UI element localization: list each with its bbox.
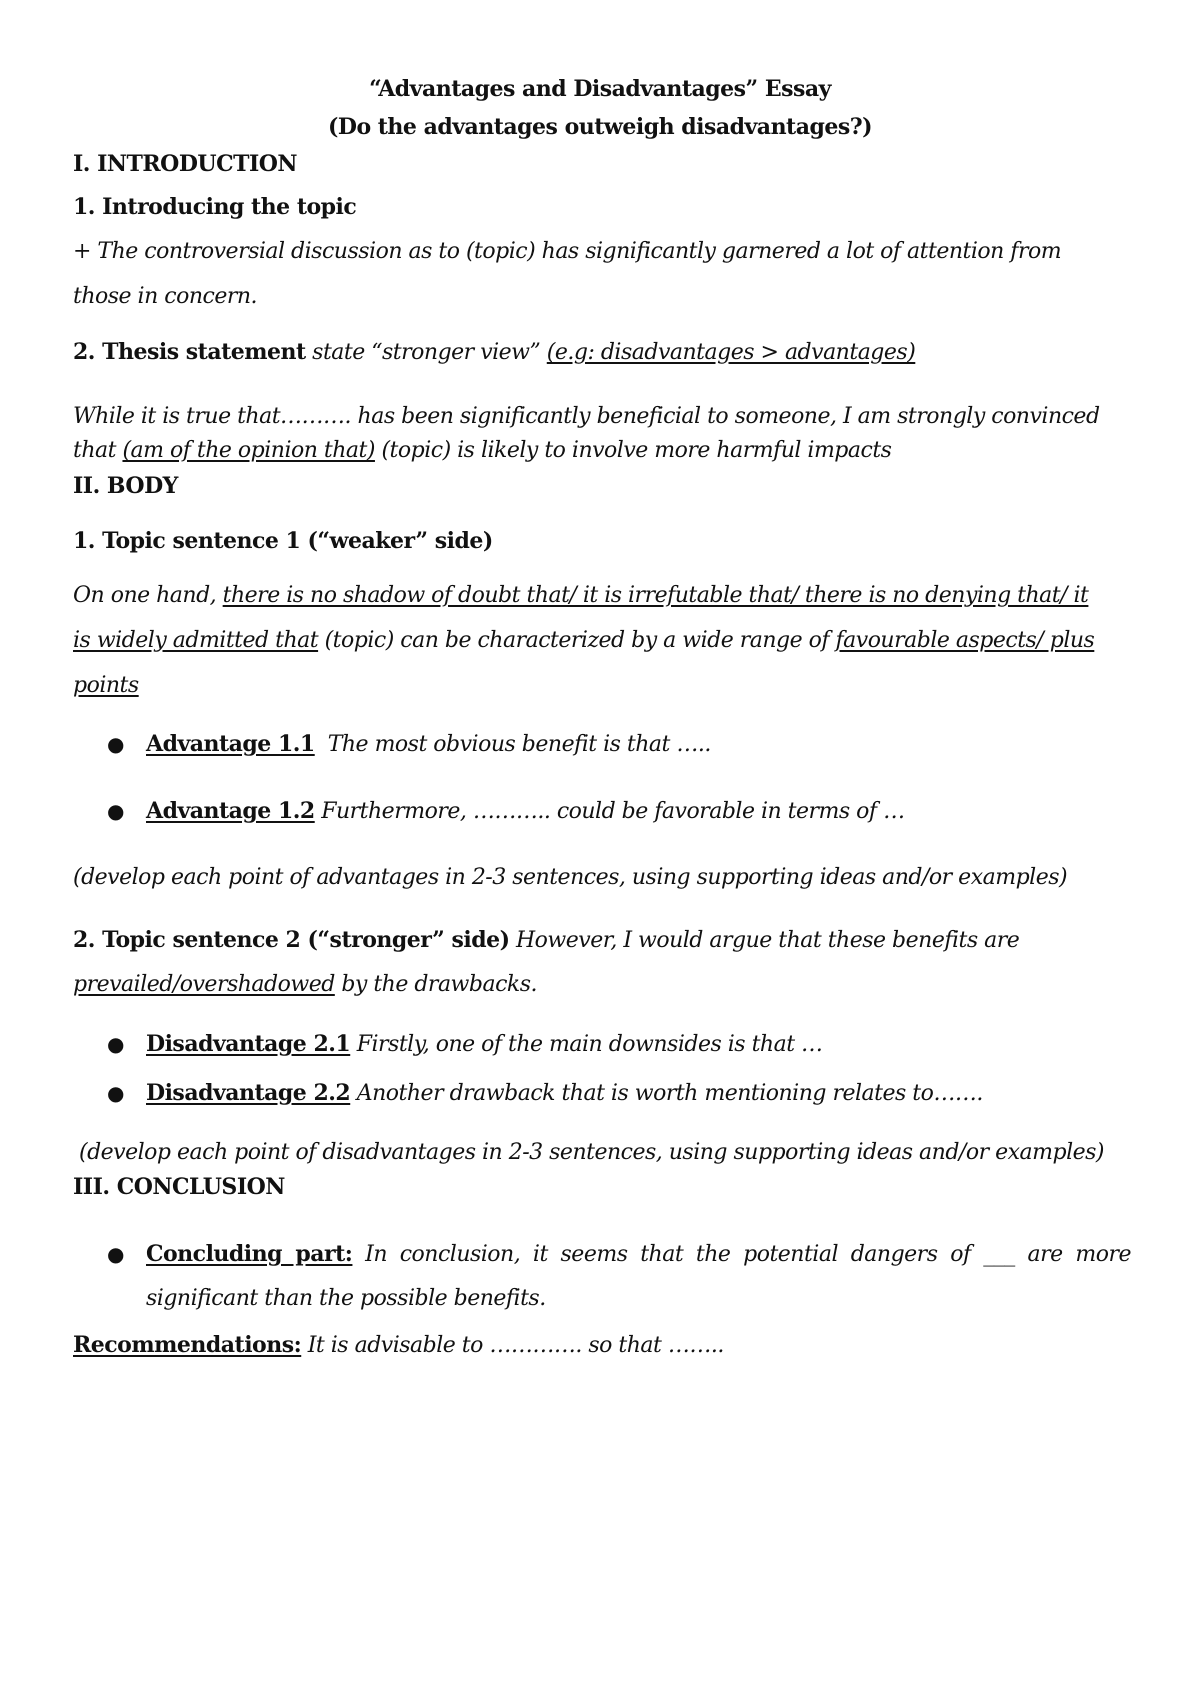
subheading-introducing-topic: 1. Introducing the topic: [73, 194, 357, 220]
advantage-item: [146, 796, 905, 827]
disadvantage-label: Disadvantage 2.1: [146, 1031, 351, 1057]
recommendations-line: [73, 1330, 724, 1361]
recommendations-label: Recommendations:: [73, 1332, 302, 1358]
bullet-icon: ●: [107, 732, 125, 756]
topic2-phrase-options: prevailed/overshadowed: [73, 972, 335, 997]
topic1-phrase-options: there is no shadow of doubt that/ it is irrefutable that/ there is no denying that/ it: [222, 583, 1089, 608]
concluding-label: Concluding part:: [146, 1241, 353, 1267]
section-heading-body: II. BODY: [73, 473, 178, 499]
document-subtitle: (Do the advantages outweigh disadvantages?): [327, 114, 873, 140]
topic1-sentence-line: points: [73, 673, 139, 698]
disadvantages-note: (develop each point of disadvantages in 2-3 sentences, using supporting ideas and/or examples): [79, 1140, 1105, 1165]
advantage-label: Advantage 1.2: [146, 798, 315, 824]
topic2-heading-line: [73, 925, 1019, 956]
advantage-text: The most obvious benefit is that …..: [327, 732, 711, 757]
concluding-text-line: significant than the possible benefits.: [146, 1286, 546, 1311]
topic1-text: On one hand,: [73, 583, 217, 608]
recommendations-text: It is advisable to …………. so that ……..: [307, 1333, 724, 1358]
thesis-instruction: state “stronger view”: [312, 340, 541, 365]
advantage-text: Furthermore, ……….. could be favorable in terms of …: [321, 799, 905, 824]
subheading-thesis-statement: 2. Thesis statement: [73, 339, 306, 365]
bullet-icon: ●: [107, 1081, 125, 1105]
topic1-text: (topic) can be characterized by a wide range of: [324, 628, 829, 653]
advantage-label: Advantage 1.1: [146, 731, 315, 757]
disadvantage-text: Another drawback that is worth mentioning relates to…….: [356, 1081, 983, 1106]
topic1-sentence-line: [73, 581, 1088, 611]
section-heading-conclusion: III. CONCLUSION: [73, 1174, 285, 1200]
subheading-topic-sentence-1: 1. Topic sentence 1 (“weaker” side): [73, 528, 493, 554]
advantages-note: (develop each point of advantages in 2-3 sentences, using supporting ideas and/or examples): [73, 865, 1068, 890]
topic2-sentence-line: [73, 970, 537, 1000]
concluding-item: [146, 1239, 1131, 1270]
topic1-sentence-line: [73, 626, 1094, 656]
topic1-phrase-options: favourable aspects/ plus: [835, 628, 1095, 653]
thesis-text: that: [73, 438, 116, 463]
topic1-phrase-options: is widely admitted that: [73, 628, 319, 653]
bullet-icon: ●: [107, 1032, 125, 1056]
thesis-sentence-line: While it is true that………. has been significantly beneficial to someone, I am strongly convinced: [73, 404, 1100, 429]
intro-sentence-line: those in concern.: [73, 284, 258, 309]
topic2-text: by the drawbacks.: [341, 972, 538, 997]
thesis-example: (e.g: disadvantages > advantages): [546, 340, 916, 365]
advantage-item: [146, 729, 711, 760]
document-title: “Advantages and Disadvantages” Essay: [369, 76, 831, 102]
disadvantage-item: [146, 1029, 823, 1060]
thesis-heading-line: [73, 337, 915, 368]
disadvantage-text: Firstly, one of the main downsides is that …: [356, 1032, 823, 1057]
thesis-alternative-phrase: (am of the opinion that): [122, 438, 375, 463]
section-heading-introduction: I. INTRODUCTION: [73, 151, 298, 177]
concluding-text: In conclusion, it seems that the potential dangers of ___ are more: [365, 1242, 1132, 1267]
subheading-topic-sentence-2: 2. Topic sentence 2 (“stronger” side): [73, 927, 510, 953]
disadvantage-item: [146, 1078, 983, 1109]
bullet-icon: ●: [107, 799, 125, 823]
thesis-text: (topic) is likely to involve more harmful impacts: [381, 438, 892, 463]
bullet-icon: ●: [107, 1242, 125, 1266]
intro-sentence-line: + The controversial discussion as to (topic) has significantly garnered a lot of attention from: [73, 239, 1062, 264]
disadvantage-label: Disadvantage 2.2: [146, 1080, 351, 1106]
topic2-text: However, I would argue that these benefits are: [516, 928, 1020, 953]
thesis-sentence-line: [73, 436, 891, 466]
